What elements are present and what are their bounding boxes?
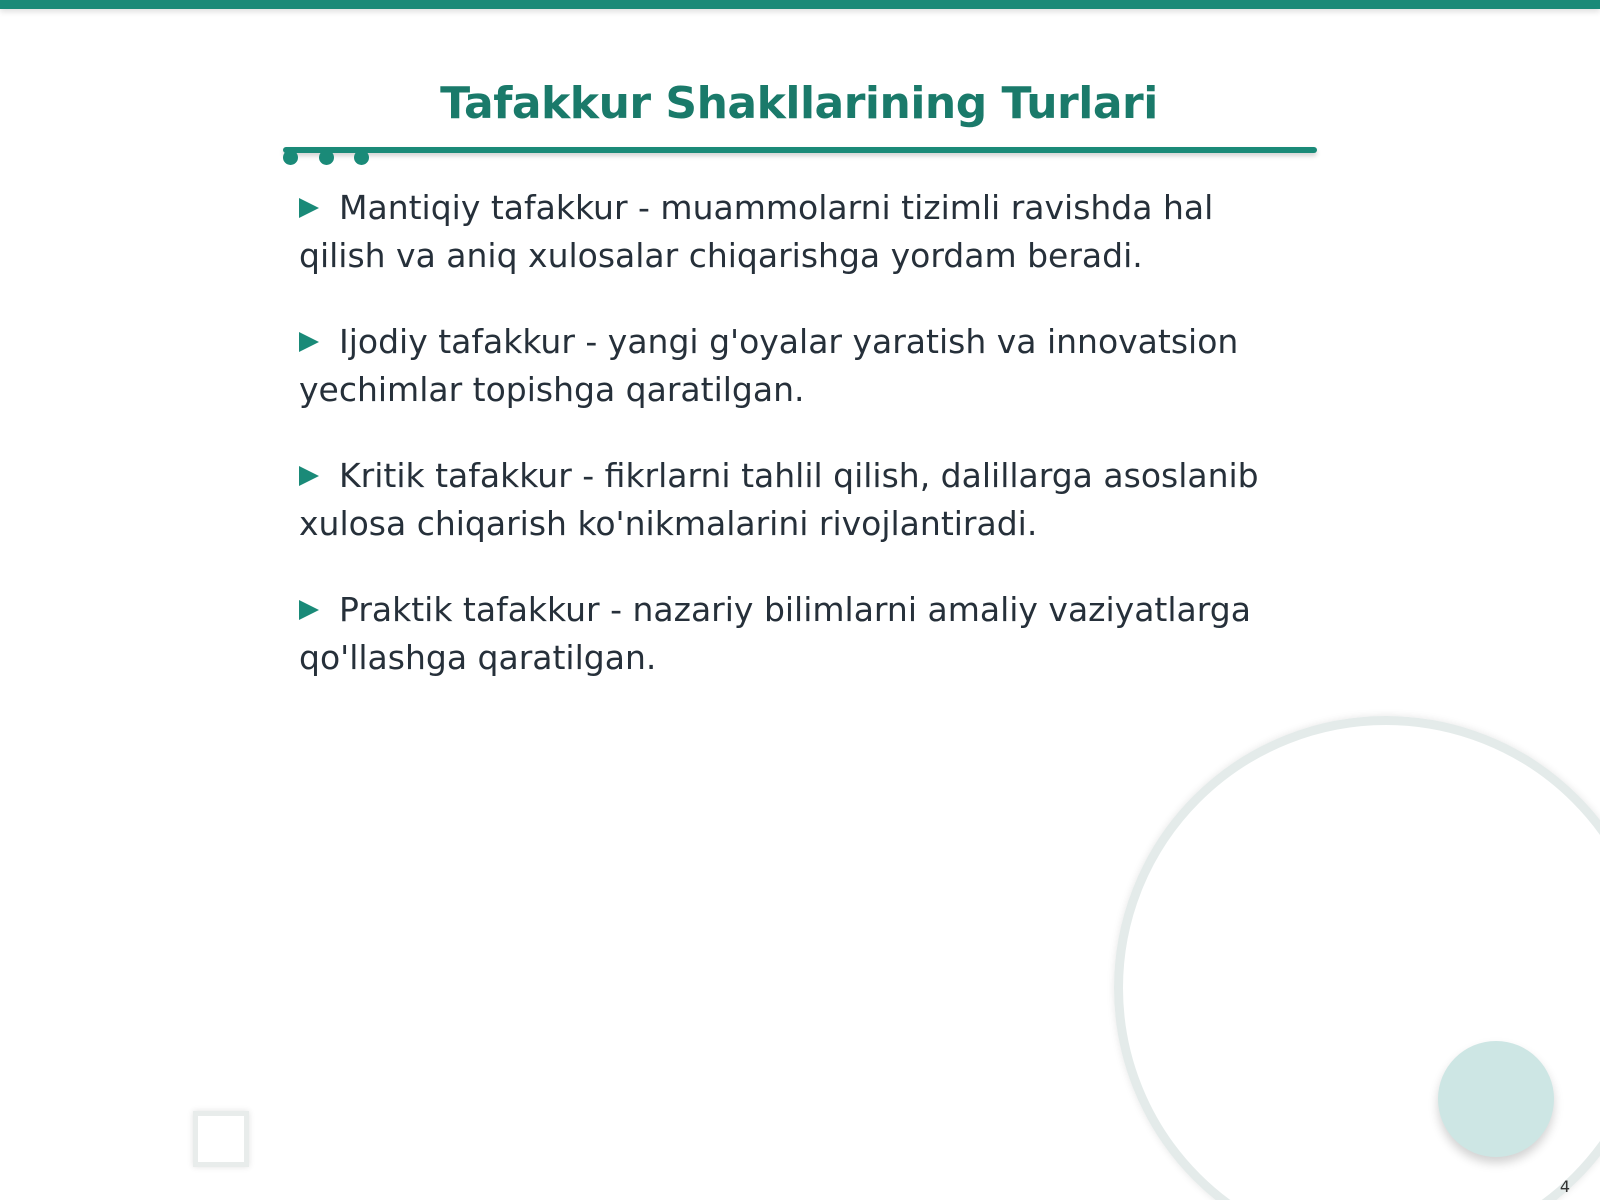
top-accent-bar	[0, 0, 1600, 9]
triangle-right-icon	[299, 600, 319, 620]
decorative-dot	[319, 150, 334, 165]
bullet-list	[299, 184, 1309, 720]
decorative-square	[193, 1111, 249, 1167]
decorative-circle	[1438, 1041, 1554, 1157]
bullet-item	[299, 184, 1309, 280]
bullet-item	[299, 586, 1309, 682]
bullet-item	[299, 452, 1309, 548]
decorative-dot	[354, 150, 369, 165]
page-number: 4	[1559, 1177, 1570, 1196]
bullet-text: Kritik tafakkur - fikrlarni tahlil qilish, dalillarga asoslanib xulosa chiqarish ko'nikmalarini rivojlantiradi.	[299, 456, 1259, 543]
triangle-right-icon	[299, 332, 319, 352]
triangle-right-icon	[299, 198, 319, 218]
slide-title: Tafakkur Shakllarining Turlari	[440, 78, 1158, 129]
bullet-text: Mantiqiy tafakkur - muammolarni tizimli ravishda hal qilish va aniq xulosalar chiqarishga yordam beradi.	[299, 188, 1214, 275]
bullet-text: Ijodiy tafakkur - yangi g'oyalar yaratish va innovatsion yechimlar topishga qaratilgan.	[299, 322, 1239, 409]
triangle-right-icon	[299, 466, 319, 486]
title-underline	[283, 147, 1317, 153]
bullet-text: Praktik tafakkur - nazariy bilimlarni amaliy vaziyatlarga qo'llashga qaratilgan.	[299, 590, 1251, 677]
bullet-item	[299, 318, 1309, 414]
decorative-dot	[283, 150, 298, 165]
